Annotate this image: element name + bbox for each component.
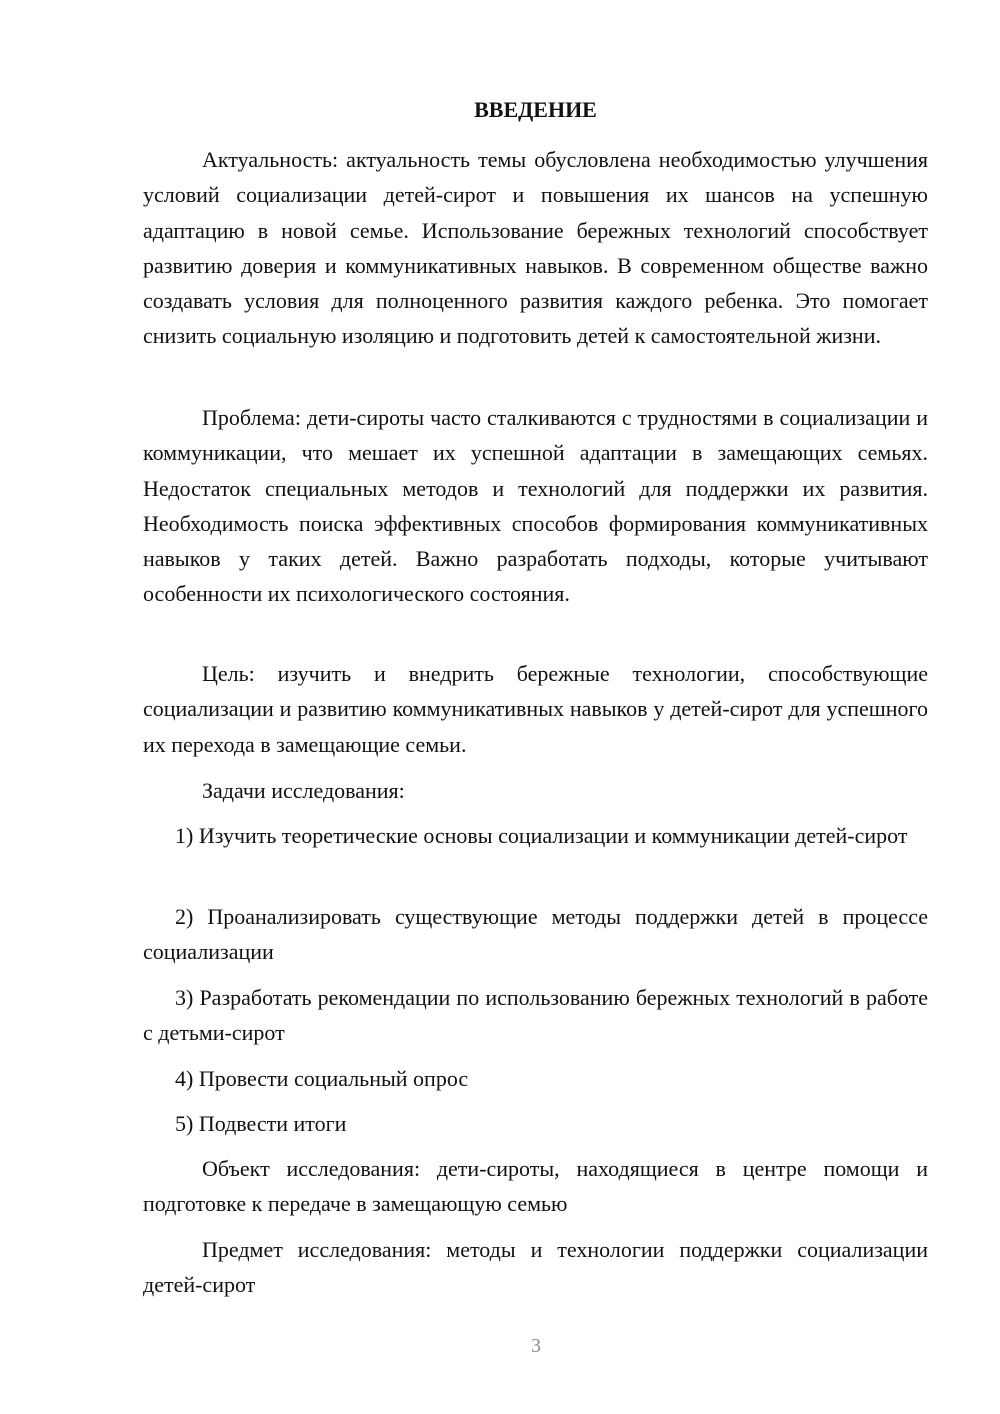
subject-paragraph: Предмет исследования: методы и технологии поддержки социализации детей-сирот — [143, 1237, 928, 1298]
task-item-4: 4) Провести социальный опрос — [175, 1066, 469, 1091]
tasks-heading: Задачи исследования: — [202, 778, 405, 803]
goal-paragraph: Цель: изучить и внедрить бережные технологии, способствующие социализации и развитию коммуникативных навыков у детей-сирот для успешного их перехода в замещающие семьи. — [143, 661, 928, 757]
relevance-paragraph: Актуальность: актуальность темы обусловлена необходимостью улучшения условий социализации детей-сирот и повышения их шансов на успешную адаптацию в новой семье. Использование бережных технологий способствует развитию доверия и коммуникативных навыков. В современном обществе важно создавать условия для полноценного развития каждого ребенка. Это помогает снизить социальную изоляцию и подготовить детей к самостоятельной жизни. — [143, 147, 928, 349]
problem-paragraph: Проблема: дети-сироты часто сталкиваются с трудностями в социализации и коммуникации, что мешает их успешной адаптации в замещающих семьях. Недостаток специальных методов и технологий для поддержки их развития. Необходимость поиска эффективных способов формирования коммуникативных навыков у таких детей. Важно разработать подходы, которые учитывают особенности их психологического состояния. — [143, 405, 928, 607]
section-heading: ВВЕДЕНИЕ — [474, 97, 597, 122]
task-item-5: 5) Подвести итоги — [175, 1111, 347, 1136]
task-item-3: 3) Разработать рекомендации по использованию бережных технологий в работе с детьми-сирот — [143, 985, 928, 1046]
object-paragraph: Объект исследования: дети-сироты, находящиеся в центре помощи и подготовке к передаче в замещающую семью — [143, 1156, 928, 1217]
task-item-2: 2) Проанализировать существующие методы поддержки детей в процессе социализации — [143, 904, 928, 965]
page-number: 3 — [531, 1335, 541, 1357]
task-item-1: 1) Изучить теоретические основы социализации и коммуникации детей-сирот — [175, 823, 908, 848]
